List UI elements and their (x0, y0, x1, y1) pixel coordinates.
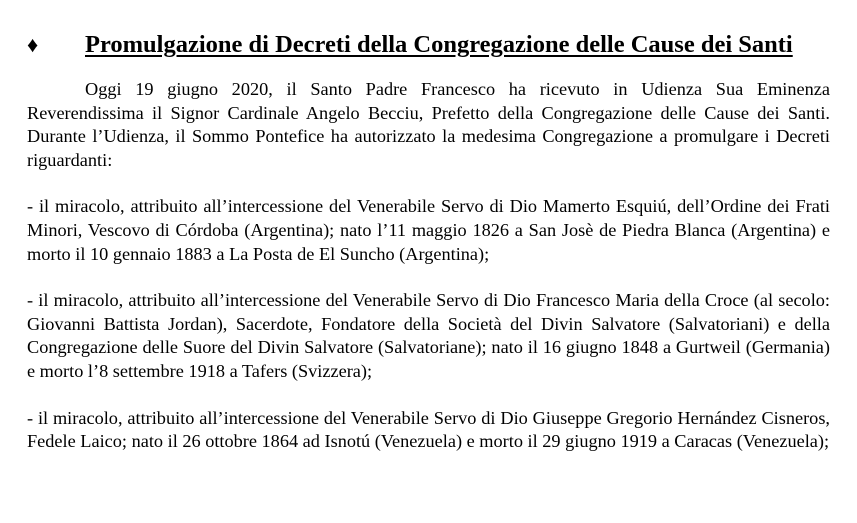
diamond-bullet-icon: ♦ (27, 32, 39, 57)
heading-title: Promulgazione di Decreti della Congregazione delle Cause dei Santi (85, 31, 793, 58)
decree-item-esquiu: - il miracolo, attribuito all’intercessione del Venerabile Servo di Dio Mamerto Esquiú, dell’Ordine dei Frati Minori, Vescovo di Córdoba (Argentina); nato l’11 maggio 1826 a San Josè de Piedra Blanca (Argentina) e morto il 10 gennaio 1883 a La Posta de El Suncho (Argentina); (27, 196, 830, 264)
decree-item-hernandez: - il miracolo, attribuito all’intercessione del Venerabile Servo di Dio Giuseppe Gregorio Hernández Cisneros, Fedele Laico; nato il 26 ottobre 1864 ad Isnotú (Venezuela) e morto il 29 giugno 1919 a Caracas (Venezuela); (27, 407, 830, 452)
decree-item-jordan: - il miracolo, attribuito all’intercessione del Venerabile Servo di Dio Francesco Maria della Croce (al secolo: Giovanni Battista Jordan), Sacerdote, Fondatore della Società del Divin Salvatore (Salvatoriani) e della Congregazione delle Suore del Divin Salvatore (Salvatoriane); nato il 16 giugno 1848 a Gurtweil (Germania) e morto l’8 settembre 1918 a Tafers (Svizzera); (27, 290, 830, 381)
document-page (27, 30, 830, 454)
section-heading (27, 30, 830, 59)
intro-paragraph: Oggi 19 giugno 2020, il Santo Padre Francesco ha ricevuto in Udienza Sua Eminenza Reverendissima il Signor Cardinale Angelo Becciu, Prefetto della Congregazione delle Cause dei Santi. Durante l’Udienza, il Sommo Pontefice ha autorizzato la medesima Congregazione a promulgare i Decreti riguardanti: (27, 79, 830, 170)
